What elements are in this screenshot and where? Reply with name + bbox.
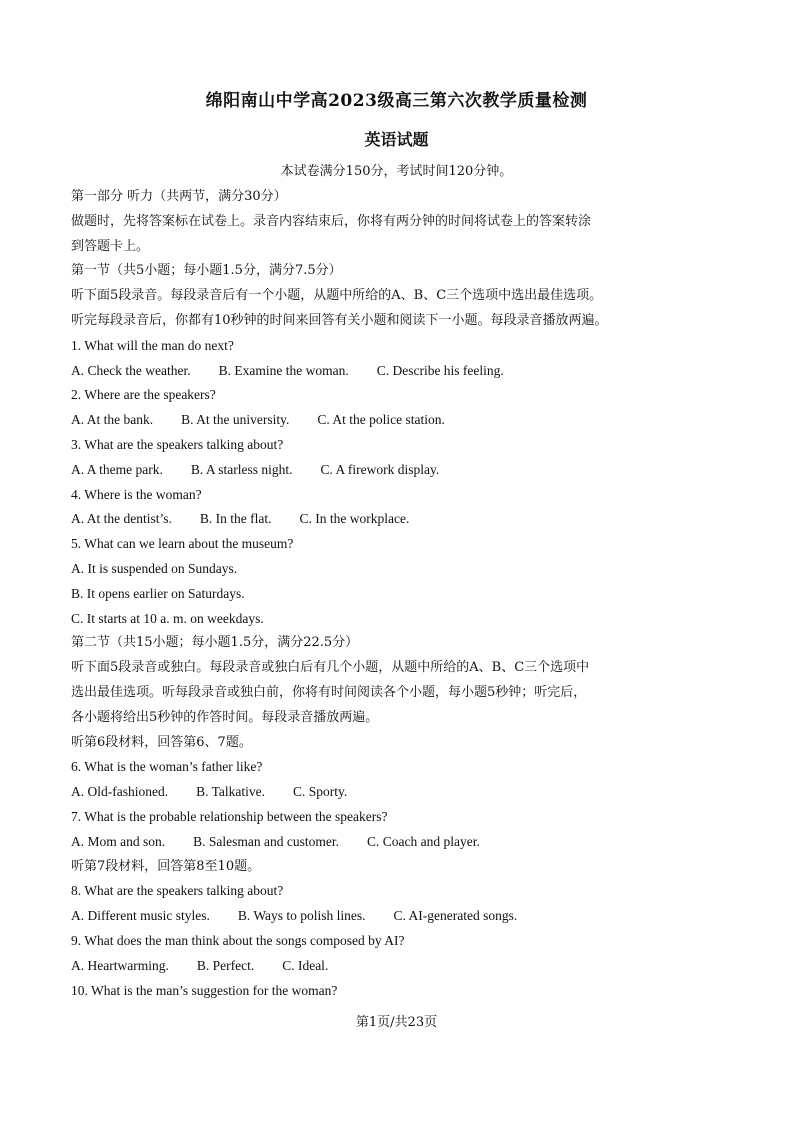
question-7-stem: 7. What is the probable relationship between the speakers? bbox=[71, 808, 388, 824]
question-9-option-c: C. Ideal. bbox=[282, 957, 329, 973]
question-9-options bbox=[71, 954, 731, 979]
question-5-stem: 5. What can we learn about the museum? bbox=[71, 536, 294, 552]
question-6-option-b: B. Talkative. bbox=[196, 784, 266, 800]
question-6-options bbox=[71, 780, 731, 805]
section1-heading: 第一节（共5小题；每小题1.5分，满分7.5分） bbox=[71, 263, 342, 279]
question-2-option-a: A. At the bank. bbox=[71, 412, 154, 428]
question-5-option-b: B. It opens earlier on Saturdays. bbox=[71, 585, 245, 601]
section2-instruction-line3: 各小题将给出5秒钟的作答时间。每段录音播放两遍。 bbox=[71, 709, 379, 725]
question-9-stem: 9. What does the man think about the songs composed by AI? bbox=[71, 932, 405, 948]
question-2-option-c: C. At the police station. bbox=[317, 412, 445, 428]
question-1-stem: 1. What will the man do next? bbox=[71, 337, 234, 353]
question-9-option-a: A. Heartwarming. bbox=[71, 957, 169, 973]
material-6-heading: 听第6段材料，回答第6、7题。 bbox=[71, 734, 252, 750]
page-number: 第1页/共23页 bbox=[355, 1015, 438, 1030]
part1-instruction-line2: 到答题卡上。 bbox=[71, 238, 150, 254]
part1-heading: 第一部分 听力（共两节，满分30分） bbox=[71, 189, 287, 204]
question-1-option-a: A. Check the weather. bbox=[71, 362, 191, 378]
question-1-option-b: B. Examine the woman. bbox=[218, 362, 349, 378]
question-5-option-c: C. It starts at 10 a. m. on weekdays. bbox=[71, 610, 264, 626]
question-5-option-a: A. It is suspended on Sundays. bbox=[71, 560, 238, 576]
question-8-option-c: C. AI-generated songs. bbox=[393, 908, 518, 924]
question-8-option-a: A. Different music styles. bbox=[71, 908, 210, 924]
question-4-option-a: A. At the dentist’s. bbox=[71, 511, 172, 527]
question-1-options bbox=[71, 359, 731, 384]
question-4-option-b: B. In the flat. bbox=[199, 511, 272, 527]
question-6-option-a: A. Old-fashioned. bbox=[71, 784, 169, 800]
question-4-option-c: C. In the workplace. bbox=[299, 511, 410, 527]
part1-instruction-line1: 做题时，先将答案标在试卷上。录音内容结束后，你将有两分钟的时间将试卷上的答案转涂 bbox=[71, 213, 592, 229]
question-7-option-c: C. Coach and player. bbox=[366, 833, 480, 849]
section1-instruction-line1: 听下面5段录音。每段录音后有一个小题，从题中所给的A、B、C三个选项中选出最佳选项。 bbox=[71, 288, 603, 304]
material-7-heading: 听第7段材料，回答第8至10题。 bbox=[71, 858, 261, 874]
question-9-option-b: B. Perfect. bbox=[196, 957, 255, 973]
question-8-options bbox=[71, 904, 731, 929]
exam-info: 本试卷满分150分，考试时间120分钟。 bbox=[280, 164, 513, 179]
question-6-stem: 6. What is the woman’s father like? bbox=[71, 759, 263, 775]
section2-heading: 第二节（共15小题；每小题1.5分，满分22.5分） bbox=[71, 635, 359, 651]
question-2-option-b: B. At the university. bbox=[181, 412, 290, 428]
question-2-options bbox=[71, 408, 731, 433]
section1-instruction-line2: 听完每段录音后，你都有10秒钟的时间来回答有关小题和阅读下一小题。每段录音播放两遍。 bbox=[71, 312, 608, 328]
question-6-option-c: C. Sporty. bbox=[293, 784, 348, 800]
question-10-stem: 10. What is the man’s suggestion for the woman? bbox=[71, 982, 338, 998]
question-7-option-b: B. Salesman and customer. bbox=[193, 833, 339, 849]
question-8-stem: 8. What are the speakers talking about? bbox=[71, 883, 284, 899]
question-4-stem: 4. Where is the woman? bbox=[71, 486, 202, 502]
question-3-option-c: C. A firework display. bbox=[320, 461, 440, 477]
question-7-option-a: A. Mom and son. bbox=[71, 833, 166, 849]
exam-subtitle: 英语试题 bbox=[364, 130, 429, 149]
question-3-options bbox=[71, 458, 731, 483]
question-8-option-b: B. Ways to polish lines. bbox=[237, 908, 366, 924]
exam-content bbox=[71, 185, 731, 1003]
question-3-option-a: A. A theme park. bbox=[71, 461, 163, 477]
question-7-options bbox=[71, 830, 731, 855]
question-2-stem: 2. Where are the speakers? bbox=[71, 387, 216, 403]
question-1-option-c: C. Describe his feeling. bbox=[376, 362, 504, 378]
section2-instruction-line2: 选出最佳选项。听每段录音或独白前，你将有时间阅读各个小题，每小题5秒钟；听完后， bbox=[71, 684, 587, 700]
question-3-stem: 3. What are the speakers talking about? bbox=[71, 436, 284, 452]
question-4-options bbox=[71, 507, 731, 532]
section2-instruction-line1: 听下面5段录音或独白。每段录音或独白后有几个小题，从题中所给的A、B、C三个选项中 bbox=[71, 660, 590, 676]
exam-title: 绵阳南山中学高2023级高三第六次教学质量检测 bbox=[205, 91, 588, 111]
question-3-option-b: B. A starless night. bbox=[190, 461, 293, 477]
